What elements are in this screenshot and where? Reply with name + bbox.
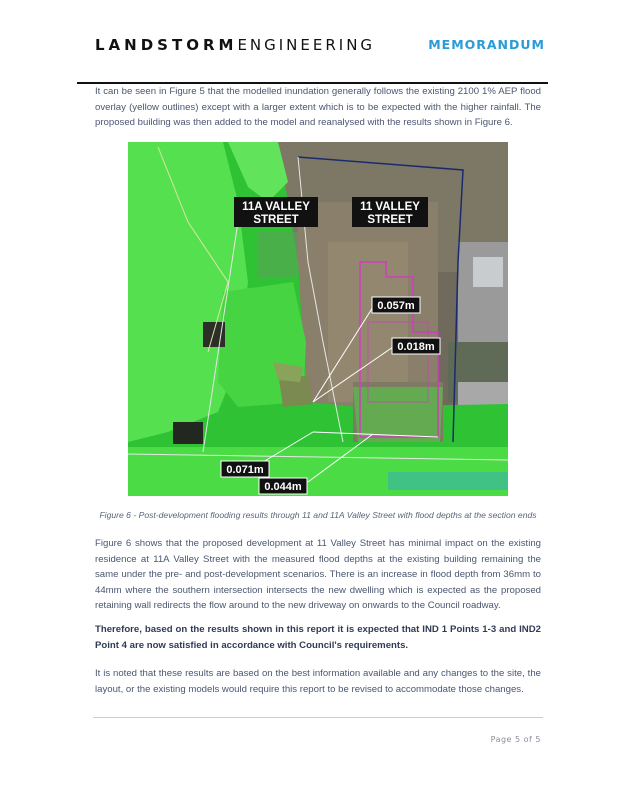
label-11a-line1: 11A VALLEY [242, 201, 310, 213]
footer-rule [93, 717, 543, 718]
label-11a-line2: STREET [253, 214, 299, 226]
company-logo [95, 36, 375, 54]
label-11-line1: 11 VALLEY [360, 201, 420, 213]
paragraph-disclaimer: It is noted that these results are based on the best information available and any changes to the site, the layout, or the existing models would require this report to be revised to accommodate those changes. [95, 668, 541, 695]
depth-label-1: 0.057m [377, 300, 415, 312]
page-header [95, 36, 545, 54]
depth-label-2: 0.018m [397, 341, 435, 353]
label-11-line2: STREET [367, 214, 413, 226]
page-number: Page 5 of 5 [490, 735, 541, 744]
paragraph-intro: It can be seen in Figure 5 that the modelled inundation generally follows the existing 2100 1% AEP flood overlay (yellow outlines) except with a larger extent which is to be expected with the higher rainfall. The proposed building was then added to the model and reanalysed with the results shown in Figure 6. [95, 86, 541, 128]
logo-bold-text: LANDSTORM [95, 36, 238, 54]
depth-label-3: 0.071m [226, 464, 264, 476]
depth-label-4: 0.044m [264, 481, 302, 493]
document-type: MEMORANDUM [428, 37, 545, 52]
paragraph-conclusion: Therefore, based on the results shown in this report it is expected that IND 1 Points 1-3 and IND2 Point 4 are now satisfied in accordance with Council's requirements. [95, 624, 541, 651]
logo-light-text: ENGINEERING [237, 36, 376, 54]
flood-map-image [128, 142, 508, 496]
flood-map-figure [128, 142, 508, 496]
figure-caption: Figure 6 - Post-development flooding results through 11 and 11A Valley Street with flood depths at the section ends [99, 510, 537, 520]
paragraph-results: Figure 6 shows that the proposed development at 11 Valley Street has minimal impact on the existing residence at 11A Valley Street with the measured flood depths at the existing building remaining the same under the pre- and post-development scenarios. There is an increase in flood depth from 36mm to 44mm where the southern intersection intersects the new dwelling which is expected as the proposed retaining wall redirects the flow around to the new driveway on onwards to the Council roadway. [95, 538, 541, 611]
